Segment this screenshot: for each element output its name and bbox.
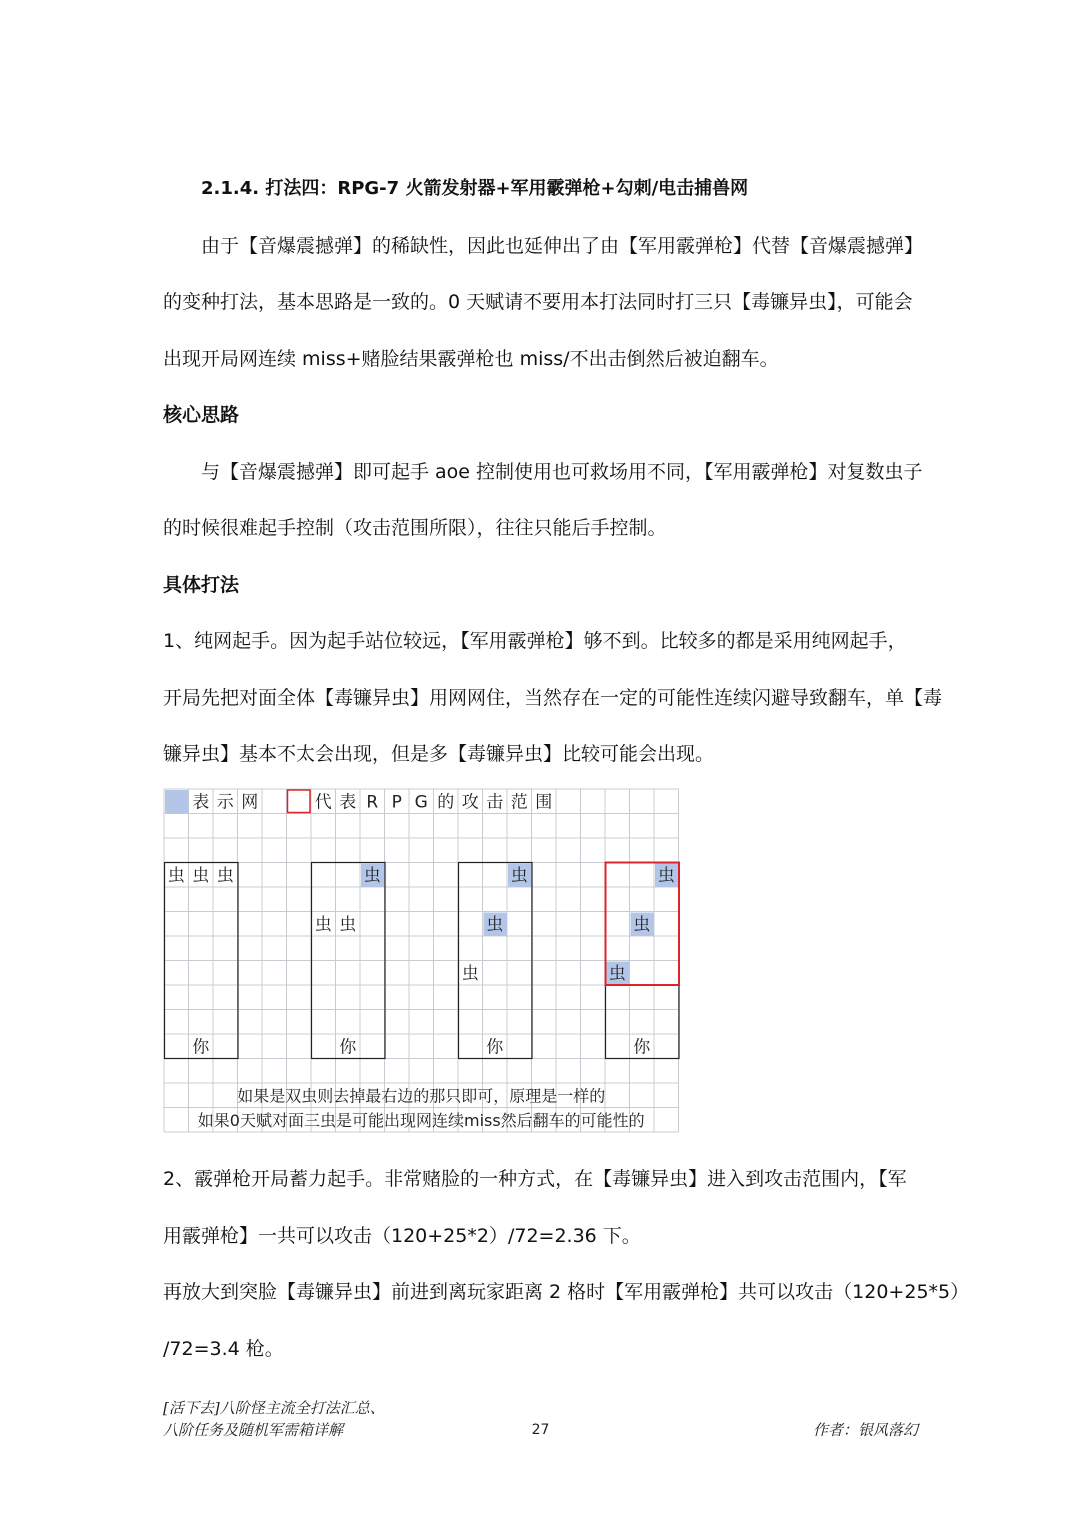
bug-icon: 虫 xyxy=(216,865,234,886)
legend-rpg-text: 围 xyxy=(535,792,553,813)
bug-icon: 虫 xyxy=(192,865,210,886)
bug-icon: 虫 xyxy=(608,963,626,984)
formation-diagram xyxy=(163,788,691,1140)
bug-icon: 虫 xyxy=(461,963,479,984)
legend-rpg-text: P xyxy=(391,792,402,813)
diagram-caption-2: 如果0天赋对面三虫是可能出现网连续miss然后翻车的可能性的 xyxy=(197,1110,645,1130)
player-marker: 你 xyxy=(633,1037,651,1058)
method-p2-line-4: /72=3.4 枪。 xyxy=(163,1338,284,1360)
legend-rpg-swatch xyxy=(288,790,311,813)
legend-net-swatch xyxy=(165,790,189,814)
footer-title-line-2: 八阶任务及随机军需箱详解 xyxy=(163,1421,344,1439)
method-p1-line-1: 1、纯网起手。因为起手站位较远，【军用霰弹枪】够不到。比较多的都是采用纯网起手， xyxy=(163,630,907,652)
intro-line-1: 由于【音爆震撼弹】的稀缺性，因此也延伸出了由【军用霰弹枪】代替【音爆震撼弹】 xyxy=(201,235,924,257)
bug-icon: 虫 xyxy=(314,914,332,935)
method-p1-line-3: 镰异虫】基本不太会出现，但是多【毒镰异虫】比较可能会出现。 xyxy=(163,743,715,765)
diagram-caption-1: 如果是双虫则去掉最右边的那只即可，原理是一样的 xyxy=(237,1086,606,1106)
legend-rpg-text: 表 xyxy=(339,792,357,813)
intro-line-3: 出现开局网连续 miss+赌脸结果霰弹枪也 miss/不出击倒然后被迫翻车。 xyxy=(163,348,779,370)
method-p1-line-2: 开局先把对面全体【毒镰异虫】用网网住，当然存在一定的可能性连续闪避导致翻车，单【毒 xyxy=(163,687,943,709)
grid xyxy=(164,789,679,1132)
legend-rpg-text: G xyxy=(414,792,428,813)
bug-icon: 虫 xyxy=(167,865,185,886)
bug-icon: 虫 xyxy=(510,865,528,886)
section-heading: 2.1.4. 打法四：RPG-7 火箭发射器+军用霰弹枪+勾刺/电击捕兽网 xyxy=(201,178,749,199)
core-title: 核心思路 xyxy=(163,404,240,426)
bug-icon: 虫 xyxy=(363,865,381,886)
core-line-1: 与【音爆震撼弹】即可起手 aoe 控制使用也可救场用不同，【军用霰弹枪】对复数虫子 xyxy=(201,461,923,483)
legend-rpg-text: 的 xyxy=(437,792,455,813)
legend-rpg-text: 范 xyxy=(510,792,528,813)
method-p2-line-2: 用霰弹枪】一共可以攻击（120+25*2）/72=2.36 下。 xyxy=(163,1225,641,1247)
legend-net-text: 表 xyxy=(192,792,210,813)
player-marker: 你 xyxy=(192,1037,210,1058)
player-marker: 你 xyxy=(339,1037,357,1058)
bug-icon: 虫 xyxy=(633,914,651,935)
core-line-2: 的时候很难起手控制（攻击范围所限），往往只能后手控制。 xyxy=(163,517,667,539)
method-title: 具体打法 xyxy=(163,574,240,596)
player-marker: 你 xyxy=(486,1037,504,1058)
page-number: 27 xyxy=(531,1422,550,1438)
legend-net-text: 网 xyxy=(241,792,259,813)
page-footer xyxy=(163,1397,918,1441)
formation-boxes xyxy=(165,790,680,1059)
legend-rpg-text: 代 xyxy=(314,792,332,813)
footer-author: 作者：银风落幻 xyxy=(812,1421,918,1439)
footer-title-line-1: [活下去]八阶怪主流全打法汇总、 xyxy=(163,1399,385,1417)
legend-rpg-text: R xyxy=(366,792,379,813)
method-p2-line-3: 再放大到突脸【毒镰异虫】前进到离玩家距离 2 格时【军用霰弹枪】共可以攻击（120+25*5） xyxy=(163,1281,970,1303)
method-p2-line-1: 2、霰弹枪开局蓄力起手。非常赌脸的一种方式，在【毒镰异虫】进入到攻击范围内，【军 xyxy=(163,1168,907,1190)
bug-icon: 虫 xyxy=(339,914,357,935)
bug-icon: 虫 xyxy=(486,914,504,935)
legend-rpg-text: 攻 xyxy=(461,792,479,813)
bug-icon: 虫 xyxy=(657,865,675,886)
legend-net-text: 示 xyxy=(216,792,234,813)
intro-line-2: 的变种打法，基本思路是一致的。0 天赋请不要用本打法同时打三只【毒镰异虫】，可能会 xyxy=(163,291,913,313)
legend-rpg-text: 击 xyxy=(486,792,504,813)
